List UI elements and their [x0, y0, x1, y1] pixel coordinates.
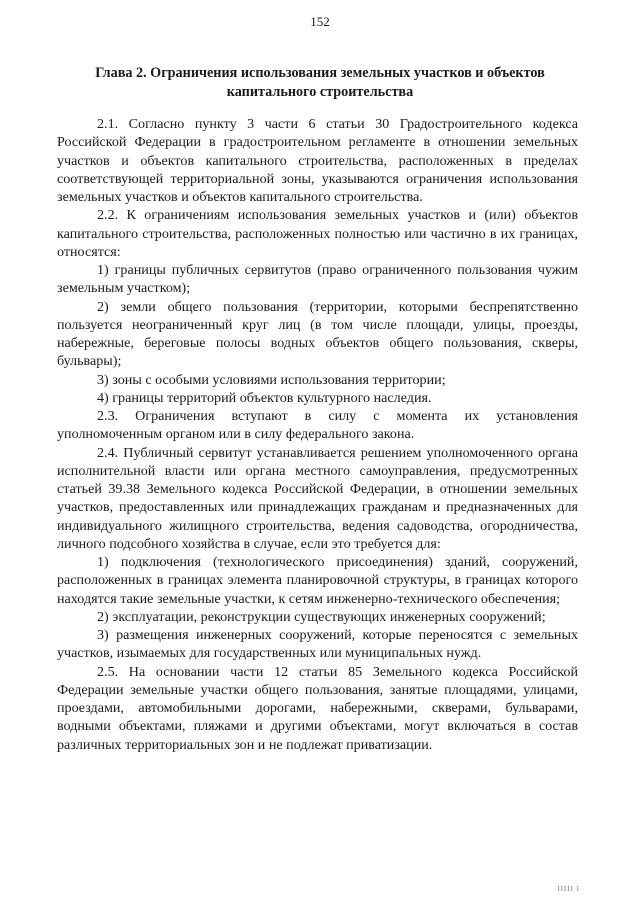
list-item-public-easements: 1) границы публичных сервитутов (право ограниченного пользования чужим земельным участком); [57, 262, 578, 297]
list-item-common-use-lands: 2) земли общего пользования (территории, которыми беспрепятственно пользуется неограниченный круг лиц (в том числе площади, улицы, проезды, набережные, береговые полосы водных объектов общего пользования, скверы, бульвары); [57, 298, 578, 370]
chapter-title-line-1: Глава 2. Ограничения использования земельных участков и объектов [95, 65, 545, 81]
list-item-operation: 2) эксплуатации, реконструкции существующих инженерных сооружений; [97, 608, 546, 625]
chapter-title-line-2: капитального строительства [226, 84, 414, 100]
list-item-special-zones: 3) зоны с особыми условиями использования территории; [97, 371, 446, 388]
chapter-title [80, 64, 560, 102]
page-number: 152 [310, 14, 330, 29]
paragraph-2-2: 2.2. К ограничениям использования земельных участков и (или) объектов капитального строительства, расположенных полностью или частично в их границах, относятся: [57, 207, 578, 260]
footer-scan-mark: IIIII I [557, 885, 580, 893]
document-body [57, 115, 578, 754]
list-item-connection: 1) подключения (технологического присоединения) зданий, сооружений, расположенных в границах элемента планировочной структуры, в границах которого находятся такие земельные участки, к сетям инженерно-технического обеспечения; [57, 554, 578, 607]
paragraph-2-4: 2.4. Публичный сервитут устанавливается решением уполномоченного органа исполнительной власти или органа местного самоуправления, предусмотренных статьей 39.38 Земельного кодекса Российской Федерации, в отношении земельных участков, предоставленных или принадлежащих гражданам и предназначенных для индивидуального жилищного строительства, ведения садоводства, огородничества, личного подсобного хозяйства в случае, если это требуется для: [57, 444, 578, 552]
paragraph-2-5: 2.5. На основании части 12 статьи 85 Земельного кодекса Российской Федерации земельные участки общего пользования, занятые площадями, улицами, проездами, автомобильными дорогами, набережными, скверами, бульварами, водными объектами, пляжами и другими объектами, могут включаться в состав различных территориальных зон и не подлежат приватизации. [57, 663, 578, 753]
paragraph-2-3: 2.3. Ограничения вступают в силу с момента их установления уполномоченным органом или в силу федерального закона. [57, 408, 578, 443]
paragraph-2-1: 2.1. Согласно пункту 3 части 6 статьи 30 Градостроительного кодекса Российской Федерации в градостроительном регламенте в отношении земельных участков и объектов капитального строительства, расположенных в пределах соответствующей территориальной зоны, указываются ограничения использования земельных участков и объектов капитального строительства. [57, 116, 578, 205]
list-item-cultural-heritage: 4) границы территорий объектов культурного наследия. [97, 389, 432, 406]
list-item-placement: 3) размещения инженерных сооружений, которые переносятся с земельных участков, изымаемых для государственных или муниципальных нужд. [57, 627, 578, 662]
